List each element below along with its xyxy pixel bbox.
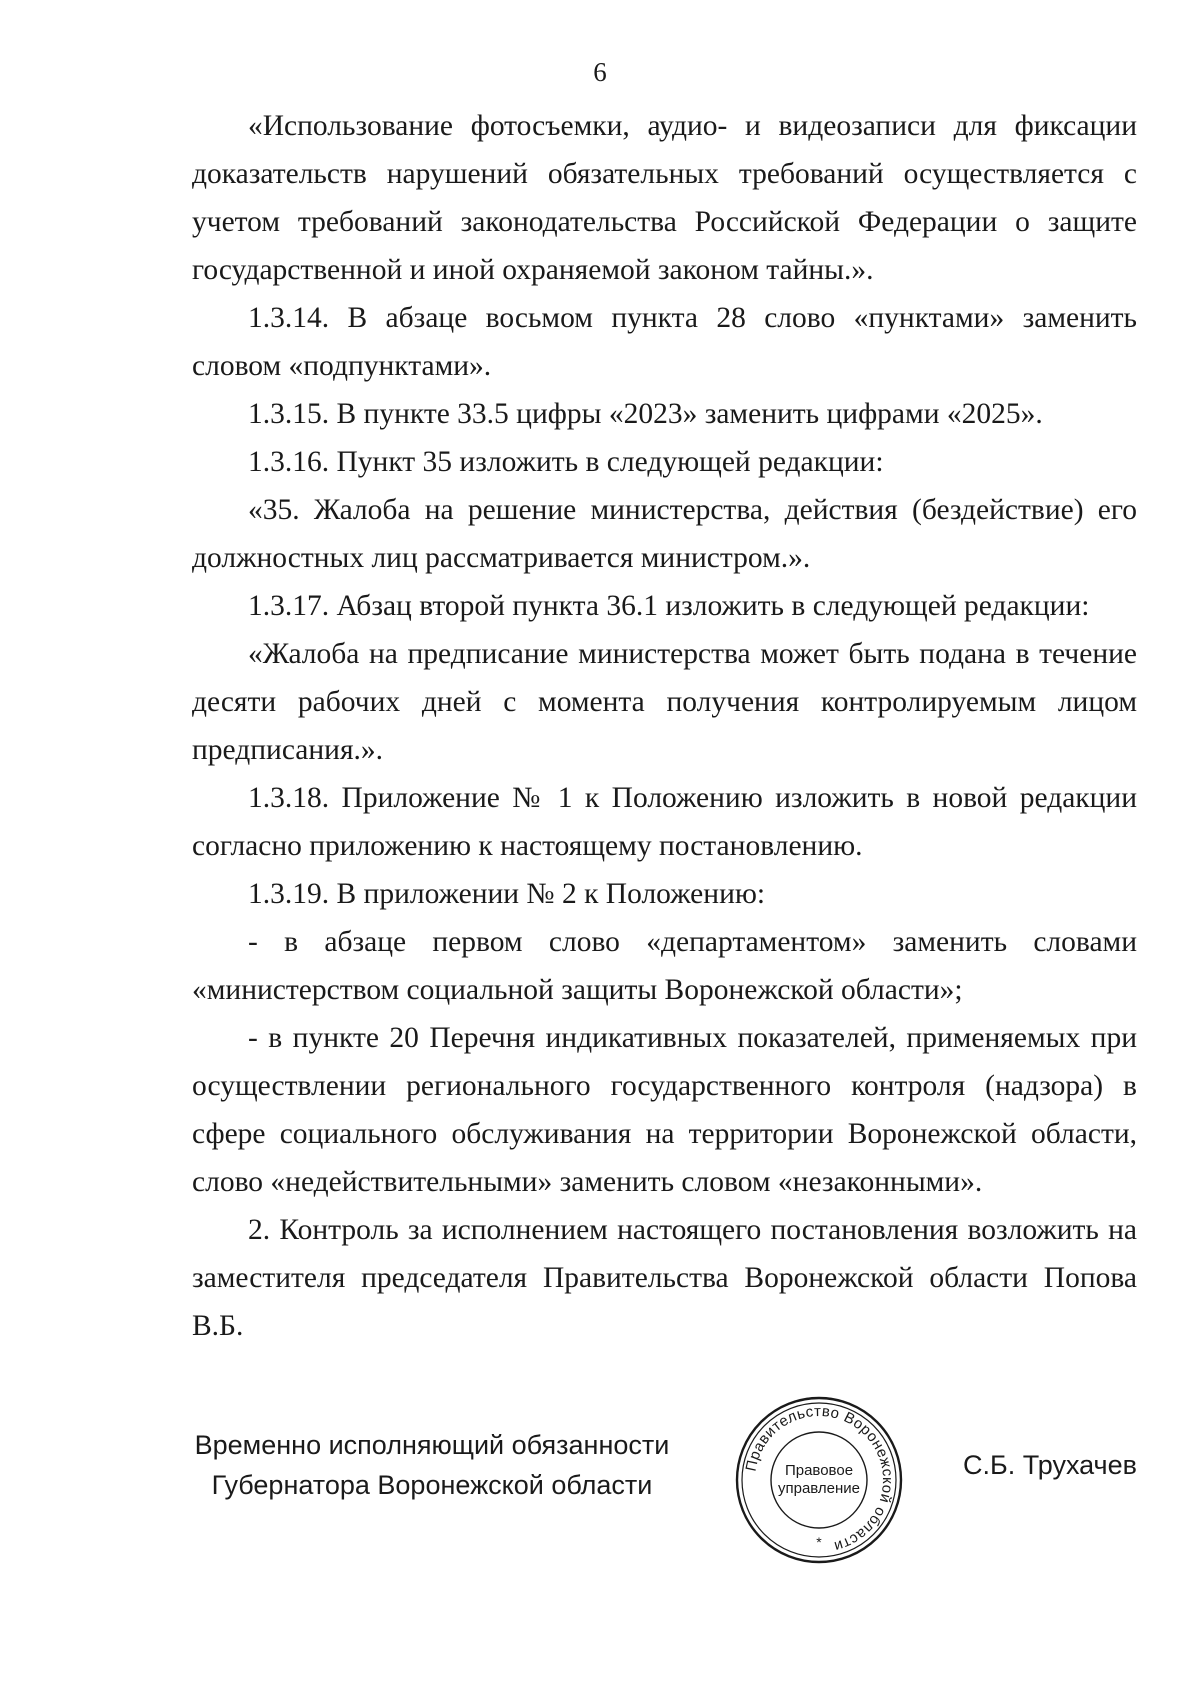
signature-block [192, 1395, 1137, 1615]
paragraph-2-control: 2. Контроль за исполнением настоящего постановления возложить на заместителя председателя Правительства Воронежской области Попова В.Б. [192, 1214, 1137, 1342]
signatory-position-line2: Губернатора Воронежской области [211, 1470, 653, 1500]
paragraph-quote-complaint: «Жалоба на предписание министерства может быть подана в течение десяти рабочих дней с момента получения контролируемым лицом предписания.». [192, 638, 1137, 766]
list-item-first-paragraph: - в абзаце первом слово «департаментом» заменить словами «министерством социальной защиты Воронежской области»; [192, 926, 1137, 1006]
paragraph-1-3-16: 1.3.16. Пункт 35 изложить в следующей редакции: [248, 446, 884, 478]
signatory-position-line1: Временно исполняющий обязанности [194, 1430, 670, 1460]
stamp-center-line2: управление [777, 1480, 861, 1497]
stamp-star: * [816, 1534, 822, 1550]
list-item-point-20: - в пункте 20 Перечня индикативных показателей, применяемых при осуществлении регионального государственного контроля (надзора) в сфере социального обслуживания на территории Воронежской области, слово «недействительными» заменить словом «незаконными». [192, 1022, 1137, 1198]
paragraph-1-3-18: 1.3.18. Приложение № 1 к Положению изложить в новой редакции согласно приложению к настоящему постановлению. [192, 782, 1137, 862]
stamp-center-line1: Правовое [784, 1462, 854, 1479]
paragraph-1-3-15: 1.3.15. В пункте 33.5 цифры «2023» заменить цифрами «2025». [248, 398, 1043, 430]
signatory-position [192, 1425, 672, 1505]
paragraph-1-3-19: 1.3.19. В приложении № 2 к Положению: [248, 878, 766, 910]
stamp-center-text [734, 1395, 904, 1565]
official-stamp [734, 1395, 904, 1565]
document-body [192, 102, 1137, 1350]
page-number: 6 [593, 57, 607, 87]
paragraph-1-3-17: 1.3.17. Абзац второй пункта 36.1 изложить в следующей редакции: [248, 590, 1090, 622]
paragraph-1-3-14: 1.3.14. В абзаце восьмом пункта 28 слово «пунктами» заменить словом «подпунктами». [192, 302, 1137, 382]
signatory-name: С.Б. Трухачев [963, 1450, 1137, 1480]
paragraph-quote-35: «35. Жалоба на решение министерства, действия (бездействие) его должностных лиц рассматривается министром.». [192, 494, 1137, 574]
paragraph-quote-photo: «Использование фотосъемки, аудио- и видеозаписи для фиксации доказательств нарушений обязательных требований осуществляется с учетом требований законодательства Российской Федерации о защите государственной и иной охраняемой законом тайны.». [192, 110, 1137, 286]
stamp-ring-text: Правительство Воронежской области [742, 1402, 897, 1556]
